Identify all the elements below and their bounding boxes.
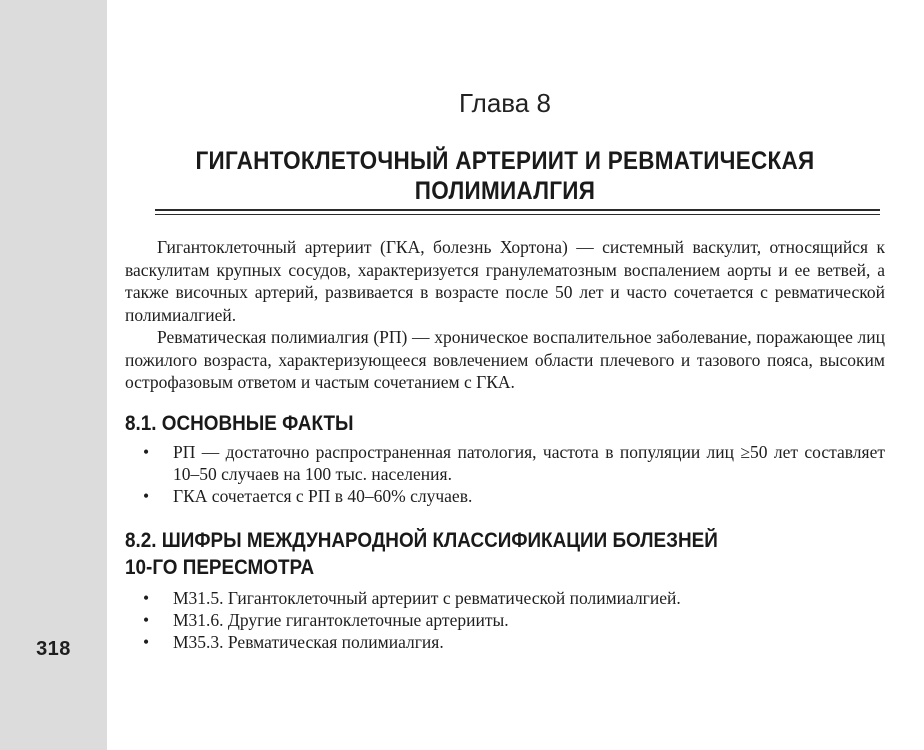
bullet-icon: • bbox=[143, 442, 150, 462]
list-item bbox=[125, 441, 885, 485]
section-heading-line-1: 8.2. ШИФРЫ МЕЖДУНАРОДНОЙ КЛАССИФИКАЦИИ БОЛЕЗНЕЙ bbox=[125, 529, 718, 552]
list-item-text: М35.3. Ревматическая полимиалгия. bbox=[173, 632, 444, 652]
chapter-label: Глава 8 bbox=[459, 88, 551, 118]
list-item-text: ГКА сочетается с РП в 40–60% случаев. bbox=[173, 486, 473, 506]
bullet-icon: • bbox=[143, 632, 150, 652]
list-item bbox=[125, 587, 885, 609]
list-item bbox=[125, 485, 885, 507]
intro-paragraph: Гигантоклеточный артериит (ГКА, болезнь Хортона) — системный васкулит, относящийся к васкулитам крупных сосудов, характеризуется гранулематозным воспалением аорты и ее ветвей, а также височных артерий, развивается в возрасте после 50 лет и часто сочетается с ревматической полимиалгией. bbox=[125, 237, 885, 325]
icd-codes-list bbox=[125, 587, 885, 653]
list-item bbox=[125, 631, 885, 653]
bullet-icon: • bbox=[143, 610, 150, 630]
intro-text bbox=[125, 236, 885, 394]
chapter-title-line-1: ГИГАНТОКЛЕТОЧНЫЙ АРТЕРИИТ И РЕВМАТИЧЕСКАЯ bbox=[195, 147, 815, 175]
basic-facts-list bbox=[125, 441, 885, 507]
list-item-text: М31.6. Другие гигантоклеточные артерииты. bbox=[173, 610, 509, 630]
bullet-icon: • bbox=[143, 486, 150, 506]
list-item-text: РП — достаточно распространенная патология, частота в популяции лиц ≥50 лет составляет 10–50 случаев на 100 тыс. населения. bbox=[173, 442, 885, 484]
title-divider bbox=[155, 209, 880, 215]
section-heading-icd-codes bbox=[125, 527, 899, 581]
bullet-icon: • bbox=[143, 588, 150, 608]
page-number: 318 bbox=[36, 638, 71, 660]
chapter-title bbox=[163, 146, 847, 206]
section-heading-basic-facts: 8.1. ОСНОВНЫЕ ФАКТЫ bbox=[125, 412, 354, 435]
section-heading-line-2: 10-ГО ПЕРЕСМОТРА bbox=[125, 556, 315, 579]
list-item-text: М31.5. Гигантоклеточный артериит с ревматической полимиалгией. bbox=[173, 588, 681, 608]
intro-paragraph: Ревматическая полимиалгия (РП) — хроническое воспалительное заболевание, поражающее лиц пожилого возраста, характеризующееся вовлечением области плечевого и тазового пояса, высоким острофазовым ответом и частым сочетанием с ГКА. bbox=[125, 327, 885, 392]
list-item bbox=[125, 609, 885, 631]
page-margin-gutter bbox=[0, 0, 107, 750]
chapter-title-line-2: ПОЛИМИАЛГИЯ bbox=[414, 177, 596, 205]
